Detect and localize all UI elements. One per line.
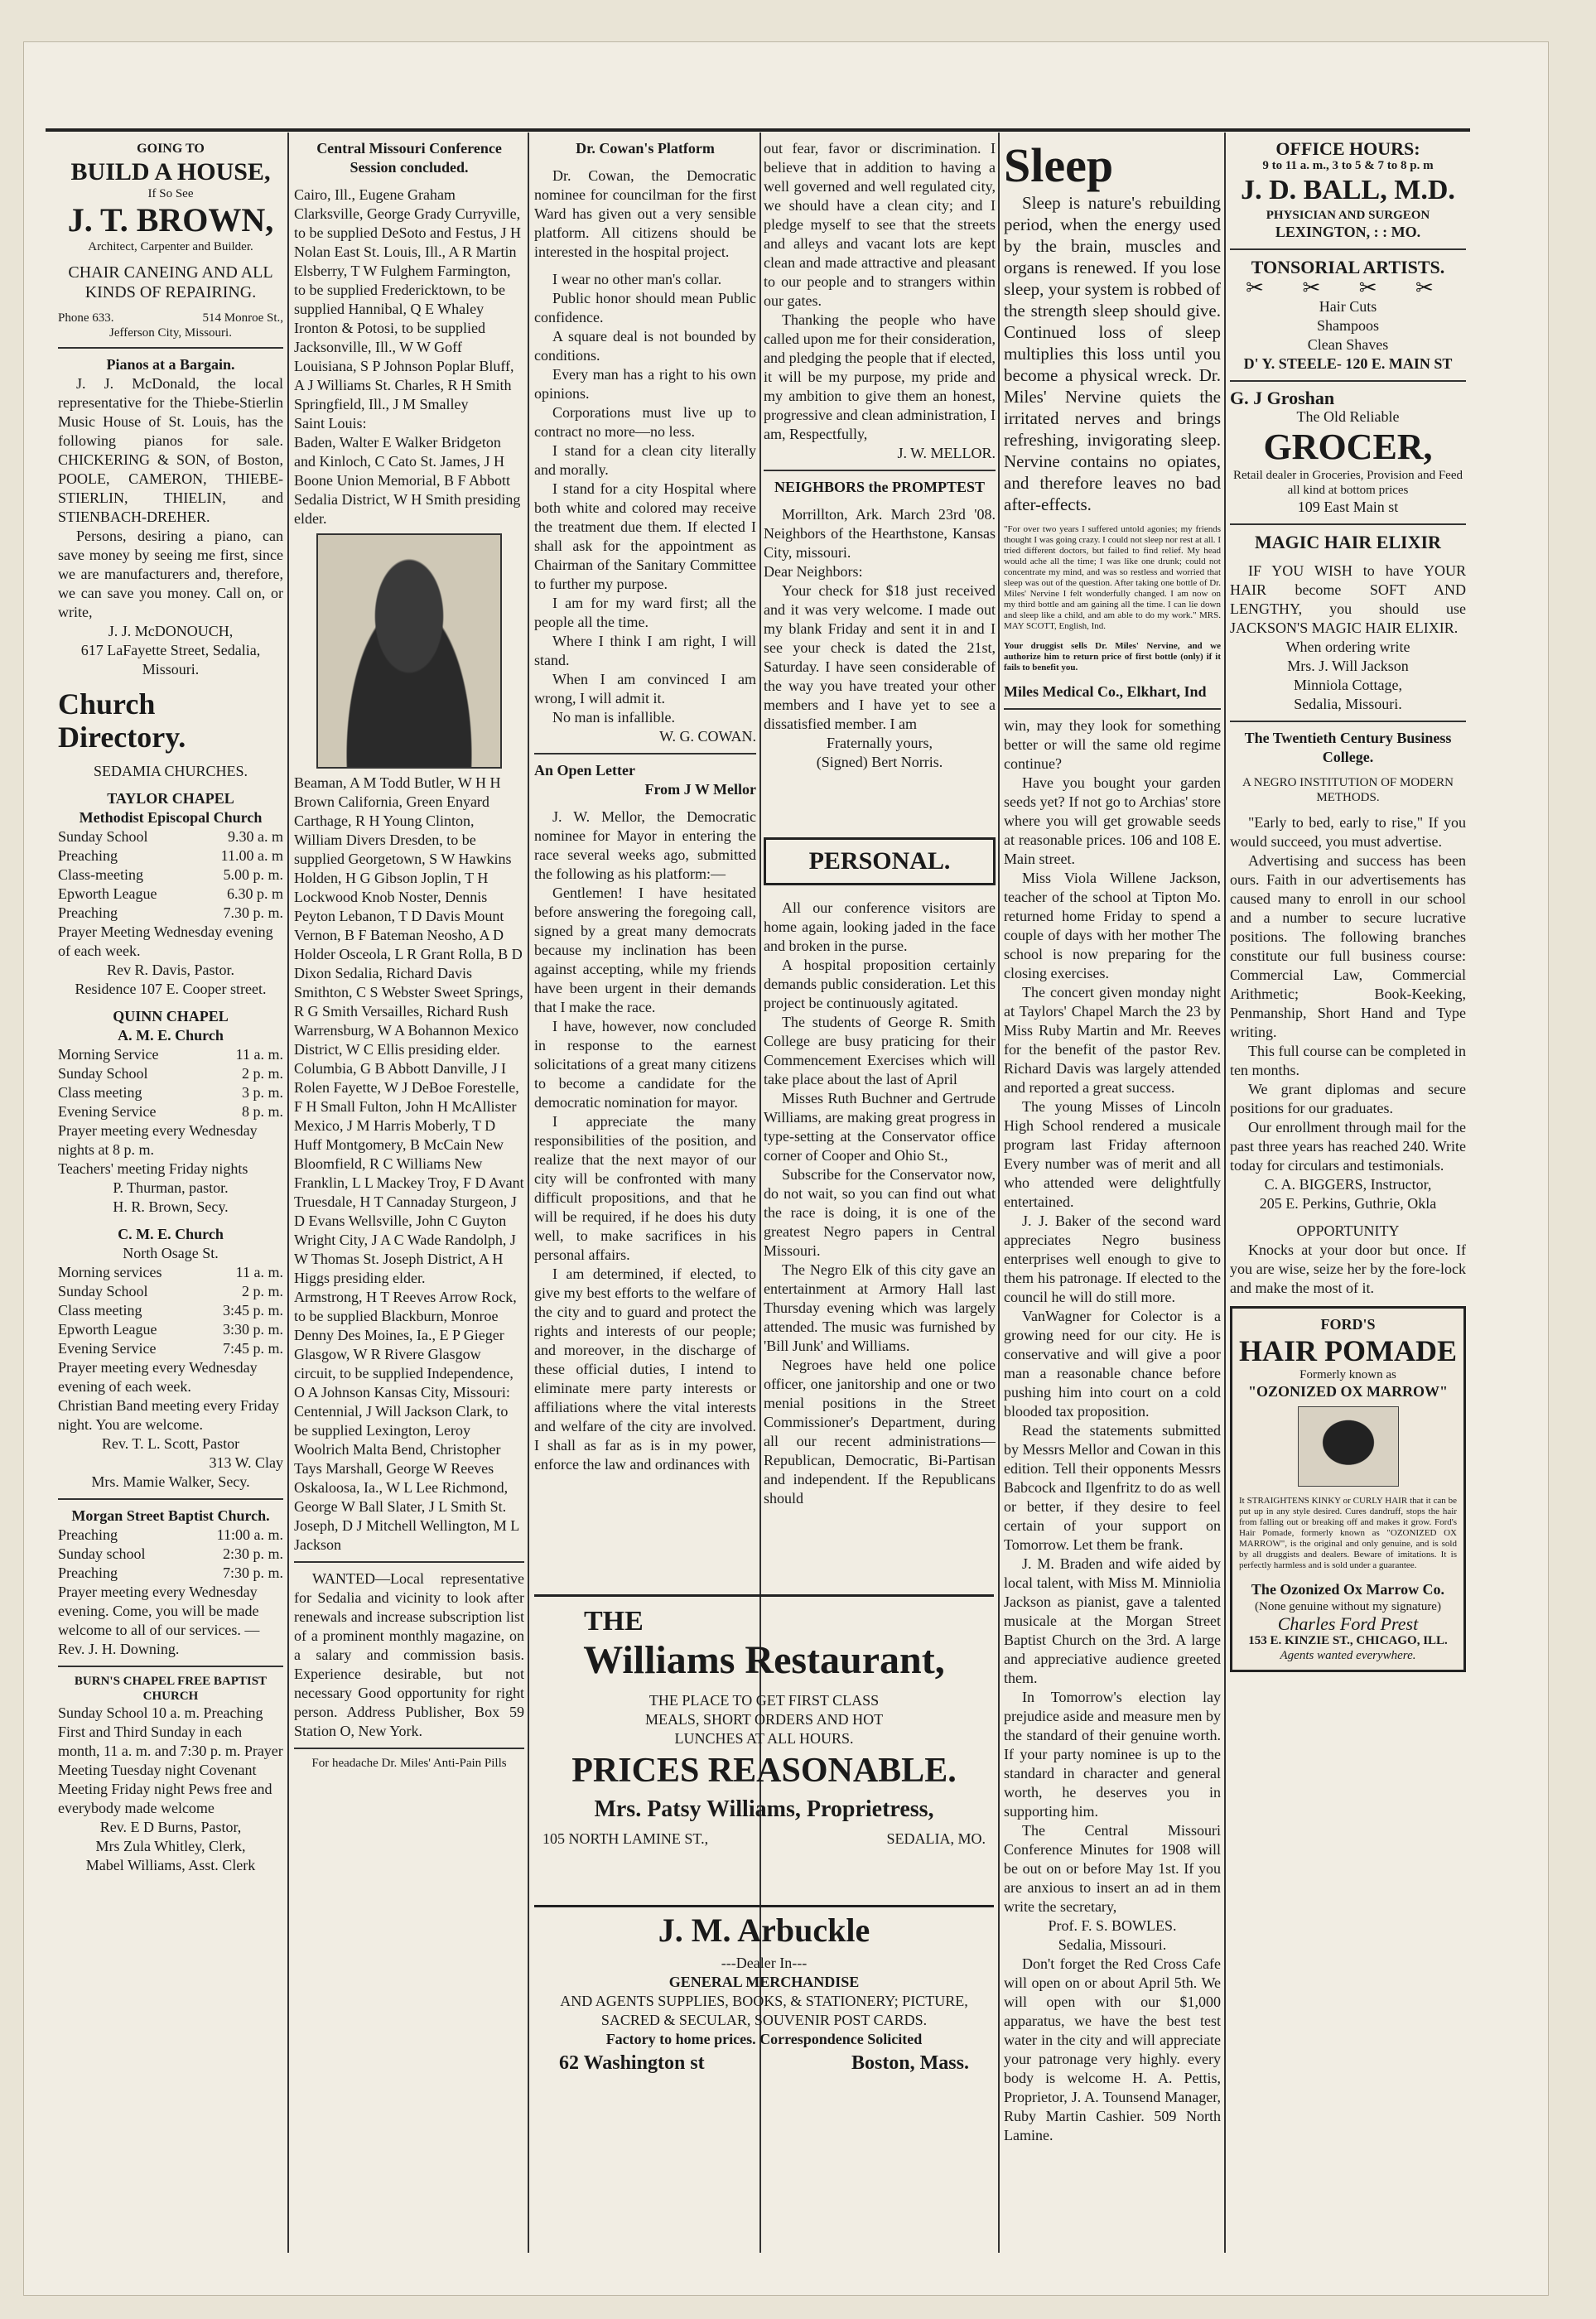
neighbors-signed: (Signed) Bert Norris. xyxy=(816,754,943,770)
quinn-pastor: P. Thurman, pastor. xyxy=(113,1179,229,1196)
quinn-note-2: Teachers' meeting Friday nights xyxy=(58,1160,248,1177)
burns-asst-clerk: Mabel Williams, Asst. Clerk xyxy=(85,1857,256,1873)
restaurant-city: SEDALIA, MO. xyxy=(886,1830,986,1847)
cowan-line: Corporations must live up to contract no more—no less. xyxy=(534,404,756,440)
quinn-note: Prayer meeting every Wednesday nights at 8 p. m. xyxy=(58,1122,258,1158)
bowles-signature: Prof. F. S. BOWLES. xyxy=(1048,1917,1177,1934)
brown-city: Jefferson City, Missouri. xyxy=(109,326,232,340)
schedule-row: Class meeting 3 p. m. xyxy=(58,1084,283,1101)
service-item: Clean Shaves xyxy=(1307,336,1389,353)
sedamia-churches: SEDAMIA CHURCHES. xyxy=(93,763,248,779)
opportunity-body: Knocks at your door but once. If you are wise, seize her by the fore-lock and make the most of it. xyxy=(1230,1241,1466,1296)
cme-pastor: Rev. T. L. Scott, Pastor xyxy=(101,1435,240,1452)
local-news: VanWagner for Colector is a growing need for our city. He is conservative and will give a poor man a reasonable chance before pushing him into court on a cold blooded tax proposition. xyxy=(1004,1308,1221,1420)
neighbors-body: Your check for $18 just received and it was very welcome. I made out my blank Friday and sent it in and I see your check is dated the 21st, Saturday. I have seen considerable of the way you have treated your other members and I have yet to see a dissatisfied member. I am xyxy=(764,582,996,732)
college-body: This full course can be completed in ten months. xyxy=(1230,1043,1466,1078)
cowan-line: I wear no other man's collar. xyxy=(552,271,722,287)
appointments-list-3: Beaman, A M Todd Butler, W H H Brown California, Green Enyard Carthage, R H Young Clinton, William Divers Dresden, to be supplied Georgetown, S W Hawkins Holden, H G Gibson Joplin, T H Lockwood Knob Noster, Dennis Peyton Lebanon, T D Davis Mount Vernon, B F Bateman Neosho, A D Holder Osceola, L R Grant Rolla, B D Dixon Sedalia, Richard Davis Smithton, C S Webster Sweet Springs, R G Smith Versailles, Richard Rush Warrensburg, W A Bohannon Mexico District, W C Ellis presiding elder. xyxy=(294,774,523,1058)
saint-louis-label: Saint Louis: xyxy=(294,415,367,431)
arbuckle-ad xyxy=(534,1905,994,2156)
open-letter-body: I have, however, now concluded in response to the earnest solicitations of a great many citizens to become a candidate for the democratic nomination for mayor. xyxy=(534,1018,756,1111)
neighbors-dear: Dear Neighbors: xyxy=(764,563,863,580)
personal-item: Subscribe for the Conservator now, do not wait, so you can find out what the race is doing, it is one of the greatest Negro papers in Central Missouri. xyxy=(764,1166,996,1259)
college-sub: A NEGRO INSTITUTION OF MODERN METHODS. xyxy=(1242,776,1454,804)
personal-item: A hospital proposition certainly demands public consideration. Let this project be continuously agitated. xyxy=(764,957,996,1011)
physician-label: PHYSICIAN AND SURGEON xyxy=(1266,209,1430,222)
grocer-body: Retail dealer in Groceries, Provision and Feed all kind at bottom prices xyxy=(1232,469,1463,497)
pomade-ozonized: "OZONIZED OX MARROW" xyxy=(1248,1383,1448,1400)
pianos-body: J. J. McDonald, the local representative for the Thiebe-Stierlin Music House of St. Louis, has the following pianos for sale. CHICKERING & SON, of Boston, POOLE, CAMERON, THIEBE-STIERLIN, THIELIN, and STIENBACH-DREHER. xyxy=(58,375,283,525)
mellor-signature: J. W. MELLOR. xyxy=(897,445,996,461)
quinn-chapel-heading: QUINN CHAPEL xyxy=(113,1008,229,1025)
local-news: In Tomorrow's election lay prejudice aside and measure men by the standard of their genuine worth. If your party nominee is up to the standard in character and general worth, he deserves you in supporting him. xyxy=(1004,1689,1221,1820)
pomade-body: It STRAIGHTENS KINKY or CURLY HAIR that it can be put up in any style desired. Cures dandruff, stops the hair from falling out or breaking off and makes it grow. Ford's Hair Pomade, formerly known as "OZONIZED OX MARROW", is the original and only genuine, and is sold by all druggists and dealers. Beware of imitations. It is perfectly harmless and is sold under a guarantee. xyxy=(1239,1496,1457,1570)
groshan-reliable: The Old Reliable xyxy=(1296,408,1400,425)
cowan-signature: W. G. COWAN. xyxy=(659,728,756,745)
column-2 xyxy=(294,139,524,2243)
schedule-row: Class-meeting 5.00 p. m. xyxy=(58,866,283,883)
sleep-body: Sleep is nature's rebuilding period, when the energy used by the brain, muscles and organs is renewed. If you lose sleep, your system is robbed of the strength sleep should give. Continued loss of sleep multiplies this loss until you become a physical wreck. Dr. Miles' Nervine quiets the irritated nerves and brings refreshing, invigorating sleep. Nervine contains no opiates, and therefore leaves no bad after-effects. xyxy=(1004,193,1221,514)
arbuckle-lines: AND AGENTS SUPPLIES, BOOKS, & STATIONERY; PICTURE, SACRED & SECULAR, SOUVENIR POST CARDS. xyxy=(560,1993,968,2028)
cme-heading: C. M. E. Church xyxy=(118,1226,224,1242)
column-rule xyxy=(1224,133,1226,2253)
magic-city: Sedalia, Missouri. xyxy=(1294,696,1402,712)
local-news: Miss Viola Willene Jackson, teacher of the school at Tipton Mo. returned home Friday to spend a couple of days with her mother The school is now preparing for the closing exercises. xyxy=(1004,870,1221,981)
pomade-company: The Ozonized Ox Marrow Co. xyxy=(1251,1581,1445,1598)
grocer-address: 109 East Main st xyxy=(1297,499,1399,515)
build-house-heading: BUILD A HOUSE, xyxy=(70,158,271,186)
neighbors-signoff: Fraternally yours, xyxy=(827,735,933,751)
taylor-note: Prayer Meeting Wednesday evening of each week. xyxy=(58,923,273,959)
restaurant-ad xyxy=(534,1594,994,1895)
magic-name: Mrs. J. Will Jackson xyxy=(1287,658,1409,674)
office-hours: 9 to 11 a. m., 3 to 5 & 7 to 8 p. m xyxy=(1262,159,1434,172)
doctor-city: LEXINGTON, : : MO. xyxy=(1275,224,1421,240)
cowan-line: Where I think I am right, I will stand. xyxy=(534,633,756,668)
column-rule xyxy=(287,133,289,2253)
office-hours-heading: OFFICE HOURS: xyxy=(1275,139,1420,159)
cowan-line: A square deal is not bounded by conditions. xyxy=(534,328,756,364)
college-body: Our enrollment through mail for the past three years has reached 240. Write today for circulars and testimonials. xyxy=(1230,1119,1466,1174)
burns-heading: BURN'S CHAPEL FREE BAPTIST CHURCH xyxy=(74,1675,268,1703)
sleep-druggist: Your druggist sells Dr. Miles' Nervine, and we authorize him to return price of first bottle (only) if it fails to benefit you. xyxy=(1004,641,1221,673)
pomade-address: 153 E. KINZIE ST., CHICAGO, ILL. xyxy=(1248,1634,1448,1647)
column-3 xyxy=(534,139,756,1580)
cowan-line: Public honor should mean Public confidence. xyxy=(534,290,756,325)
personal-item: The Negro Elk of this city gave an entertainment at Armory Hall last Thursday evening which was largely attended. The music was furnished by 'Bill Junk' and Williams. xyxy=(764,1261,996,1354)
pianos-body-2: Persons, desiring a piano, can save money by seeing me first, since we are manufacturers and, therefore, we can save you money. Call on, or write, xyxy=(58,528,283,620)
schedule-row: Preaching 11:00 a. m. xyxy=(58,1526,283,1543)
cme-note-2: Christian Band meeting every Friday night. You are welcome. xyxy=(58,1397,279,1433)
schedule-row: Sunday School 9.30 a. m xyxy=(58,828,283,845)
going-to: GOING TO xyxy=(137,142,205,156)
local-news: J. J. Baker of the second ward appreciates Negro business enterprises well enough to give to them his patronage. If elected to the council he will do still more. xyxy=(1004,1213,1221,1305)
open-letter-heading: An Open Letter xyxy=(534,762,635,779)
portrait-photo xyxy=(316,533,502,769)
open-letter-body: J. W. Mellor, the Democratic nominee for Mayor in entering the race several weeks ago, submitted the following as his platform:— xyxy=(534,808,756,882)
arbuckle-dealer: ---Dealer In--- xyxy=(721,1955,808,1971)
tonsorial-heading: TONSORIAL ARTISTS. xyxy=(1251,257,1445,277)
taylor-chapel-heading: TAYLOR CHAPEL xyxy=(107,790,234,807)
schedule-row: Morning Service 11 a. m. xyxy=(58,1046,283,1063)
local-news: J. M. Braden and wife aided by local talent, with Miss M. Minniolia Jackson as pianist, gave a talented musicale at the Morgan Street Baptist Church on the 3rd. A large and appreciative audience greeted them. xyxy=(1004,1555,1221,1686)
cme-sub: North Osage St. xyxy=(123,1245,219,1261)
open-letter-body: Gentlemen! I have hesitated before answering the foregoing call, signed by a great many democrats because my inclination has been against accepting, while my friends have been urgent in their demands that I make the race. xyxy=(534,885,756,1015)
cme-address: 313 W. Clay xyxy=(209,1454,283,1471)
prices-reasonable: PRICES REASONABLE. xyxy=(571,1752,957,1790)
appointments-list-5: Armstrong, H T Reeves Arrow Rock, to be supplied Blackburn, Monroe Denny Des Moines, Ia., E P Gieger Glasgow, W R Rivere Glasgow circuit, to be supplied Independence, O A Johnson Kansas City, Missouri: Centennial, J Will Jackson Clark, to be supplied Lexington, Leroy Woolrich Malta Bend, Christopher Tays Marshall, George W Reeves Oskaloosa, Ia., W L Lee Richmond, George W Ball Slater, J L Smith St. Joseph, D J Mitchell Wellington, M L Jackson xyxy=(294,1289,519,1553)
schedule-row: Epworth League 3:30 p. m. xyxy=(58,1321,283,1338)
open-letter-from: From J W Mellor xyxy=(644,781,756,798)
taylor-pastor: Rev R. Davis, Pastor. xyxy=(106,962,234,978)
arbuckle-merchandise: GENERAL MERCHANDISE xyxy=(668,1974,860,1990)
college-quote: "Early to bed, early to rise," If you would succeed, you must advertise. xyxy=(1230,814,1466,850)
if-so-see: If So See xyxy=(147,187,194,200)
mcdonough-signature: J. J. McDONOUCH, xyxy=(108,623,234,639)
arbuckle-city: Boston, Mass. xyxy=(851,2052,969,2074)
arbuckle-address: 62 Washington st xyxy=(559,2052,705,2074)
schedule-row: Preaching 11.00 a. m xyxy=(58,847,283,864)
mcdonough-address: 617 LaFayette Street, Sedalia, Missouri. xyxy=(80,642,261,677)
phone-number: Phone 633. xyxy=(58,311,114,325)
magic-cottage: Minniola Cottage, xyxy=(1294,677,1402,693)
sleep-heading: Sleep xyxy=(1004,139,1114,192)
top-rule xyxy=(46,128,1470,132)
appointments-list-4: Columbia, G B Abbott Danville, J I Rolen Fayette, W J DeBoe Forestelle, F H Small Fulton, John H McAllister Mexico, J M Harris Moberly, T D Huff Montgomery, B McCain New Bloomfield, R C Williams New Franklin, L L Mackey Troy, F D Avant Truesdale, H T Cannaday Sturgeon, J D Evans Wellsville, John C Guyton Wright City, J A C Wade Randolph, J W Thomas St. Joseph District, A H Higgs presiding elder. xyxy=(294,1060,524,1286)
open-letter-body: I appreciate the many responsibilities of the position, and realize that the next mayor of our city will be confronted with many difficult propositions, and that he will be required, if he does his duty well, to make sacrifices in his personal affairs. xyxy=(534,1113,756,1263)
schedule-row: Preaching 7:30 p. m. xyxy=(58,1564,283,1581)
steele-address: D' Y. STEELE- 120 E. MAIN ST xyxy=(1243,355,1453,372)
restaurant-the: THE xyxy=(584,1606,644,1637)
chair-caneing: CHAIR CANEING AND ALL KINDS OF REPAIRING. xyxy=(68,263,273,301)
service-item: Hair Cuts xyxy=(1319,298,1377,315)
brown-name: J. T. BROWN, xyxy=(67,201,274,239)
pomade-note: (None genuine without my signature) xyxy=(1255,1600,1441,1613)
schedule-row: Class meeting 3:45 p. m. xyxy=(58,1302,283,1319)
local-news: The young Misses of Lincoln High School rendered a musicale program last Friday afternoon Every number was of merit and all who attended were delightfully entertained. xyxy=(1004,1098,1221,1210)
restaurant-address: 105 NORTH LAMINE ST., xyxy=(542,1830,709,1847)
local-news: Don't forget the Red Cross Cafe will open on or about April 5th. We will open with our $1,000 apparatus, we have the best test water in the city and will appreciate your patronage very highly. every body is welcome H. A. Pettis, Proprietor, J. A. Tounsend Manager, Ruby Martin Cashier. 509 North Lamine. xyxy=(1004,1955,1221,2143)
arbuckle-name: J. M. Arbuckle xyxy=(658,1912,870,1949)
schedule-row: Evening Service 7:45 p. m. xyxy=(58,1340,283,1357)
local-news: The concert given monday night at Taylors' Chapel March the 23 by Miss Ruby Martin and Mr. Reeves for the benefit of the pastor Rev. Richard Davis was largely attended and reported a great success. xyxy=(1004,984,1221,1096)
taylor-residence: Residence 107 E. Cooper street. xyxy=(75,981,267,997)
sleep-testimonial: "For over two years I suffered untold agonies; my friends thought I was going crazy. I could not sleep nor rest at all. I tried different doctors, but failed to find relief. My head would ache all the time; I was like one drunk; could not concentrate my mind, and was so restless and worried that sleep was out of the question. After taking one bottle of Dr. Miles' Nervine I felt wonderfully changed. I am now on my third bottle and am gaining all the time. I can lie down and sleep like a child, and am able to do my work." MRS. MAY SCOTT, English, Ind. xyxy=(1004,524,1221,631)
taylor-chapel-sub: Methodist Episcopal Church xyxy=(79,809,263,826)
cme-secretary: Mrs. Mamie Walker, Secy. xyxy=(91,1473,250,1490)
restaurant-line: MEALS, SHORT ORDERS AND HOT xyxy=(644,1711,884,1728)
college-heading: The Twentieth Century Business College. xyxy=(1244,730,1452,765)
anti-pain-footer: For headache Dr. Miles' Anti-Pain Pills xyxy=(311,1757,507,1770)
pomade-agents: Agents wanted everywhere. xyxy=(1280,1649,1416,1662)
brown-address: 514 Monroe St., xyxy=(202,311,283,325)
column-rule xyxy=(998,133,1000,2253)
magic-hair-heading: MAGIC HAIR ELIXIR xyxy=(1255,532,1441,552)
sleep-company: Miles Medical Co., Elkhart, Ind xyxy=(1004,683,1207,700)
personal-item: The students of George R. Smith College are busy praticing for their Commencement Exercises which will take place about the last of April xyxy=(764,1014,996,1087)
magic-when: When ordering write xyxy=(1285,639,1410,655)
college-signature: C. A. BIGGERS, Instructor, xyxy=(1264,1176,1432,1193)
cme-note: Prayer meeting every Wednesday evening of each week. xyxy=(58,1359,258,1395)
schedule-row: Evening Service 8 p. m. xyxy=(58,1103,283,1120)
appointments-list-2: Baden, Walter E Walker Bridgeton and Kinloch, C Cato St. James, J H Boone Union Memorial, B F Abbott Sedalia District, W H Smith presiding elder. xyxy=(294,434,521,527)
local-news: win, may they look for something better or will the same old regime continue? xyxy=(1004,717,1221,772)
mellor-body-2: Thanking the people who have called upon me for their consideration, and pledging the people that if elected, it will be my purpose, my pride and my ambition to give them an honest, progressive and clean administration, I am, Respectfully, xyxy=(764,311,996,442)
doctor-name: J. D. BALL, M.D. xyxy=(1241,175,1455,205)
pomade-ad xyxy=(1230,1306,1466,1672)
college-address: 205 E. Perkins, Guthrie, Okla xyxy=(1259,1195,1437,1212)
morgan-heading: Morgan Street Baptist Church. xyxy=(71,1507,270,1524)
pianos-heading: Pianos at a Bargain. xyxy=(106,356,235,373)
cowan-line: I stand for a city Hospital where both white and colored may receive the treatment due them. If elected I shall ask for the appointment as Chairman of the Sanitary Committee to further my purpose. xyxy=(534,480,756,592)
cowan-platform-heading: Dr. Cowan's Platform xyxy=(576,140,715,157)
pomade-name: HAIR POMADE xyxy=(1239,1334,1457,1367)
mellor-body: out fear, favor or discrimination. I believe that in addition to having a well governed and well regulated city, we should have a clean city; and I pledge myself to see that the streets and alleys and vacant lots are kept clean and made attractive and pleasant to our people and to strangers within our gates. xyxy=(764,140,996,309)
cowan-line: Every man has a right to his own opinions. xyxy=(534,366,756,402)
morgan-note: Prayer meeting every Wednesday evening. Come, you will be made welcome to all of our services. —Rev. J. H. Downing. xyxy=(58,1584,260,1657)
conference-heading: Central Missouri Conference Session concluded. xyxy=(316,140,502,176)
column-6 xyxy=(1230,139,1466,2243)
pomade-portrait xyxy=(1298,1406,1399,1487)
restaurant-line: LUNCHES AT ALL HOURS. xyxy=(674,1730,854,1747)
schedule-row: Preaching 7.30 p. m. xyxy=(58,904,283,921)
restaurant-proprietress: Mrs. Patsy Williams, Proprietress, xyxy=(594,1796,934,1822)
restaurant-name: Williams Restaurant, xyxy=(583,1638,945,1682)
burns-clerk: Mrs Zula Whitley, Clerk, xyxy=(95,1838,246,1854)
personal-heading: PERSONAL. xyxy=(764,837,996,885)
quinn-secretary: H. R. Brown, Secy. xyxy=(113,1198,229,1215)
local-news: Have you bought your garden seeds yet? If not go to Archias' store where you will get growable seeds at reasonable prices. 106 and 108 E. Main street. xyxy=(1004,774,1221,867)
column-1 xyxy=(58,139,283,2243)
schedule-row: Epworth League 6.30 p. m xyxy=(58,885,283,902)
brown-trade: Architect, Carpenter and Builder. xyxy=(88,240,253,253)
opportunity-heading: OPPORTUNITY xyxy=(1296,1222,1400,1239)
quinn-chapel-sub: A. M. E. Church xyxy=(118,1027,224,1044)
schedule-row: Sunday School 2 p. m. xyxy=(58,1065,283,1082)
decorative-ornaments: ✂ ✂ ✂ ✂ xyxy=(1246,276,1450,300)
pomade-signature: Charles Ford Prest xyxy=(1277,1613,1419,1634)
cowan-intro: Dr. Cowan, the Democratic nominee for councilman for the first Ward has given out a very sensible platform. All citizens should be interested in the hospital project. xyxy=(534,167,756,260)
church-directory-heading: Church Directory. xyxy=(58,687,186,754)
personal-item: Negroes have held one police officer, one janitorship and one or two menial positions in the Street Commissioner's Department, during all our recent administrations—Republican, Democratic, Bi-Partisan and independent. If the Republicans should xyxy=(764,1357,996,1507)
bowles-city: Sedalia, Missouri. xyxy=(1058,1936,1167,1953)
open-letter-body: I am determined, if elected, to give my best efforts to the welfare of the city and to guard and protect the rights and interests of our people; and moreover, in the discharge of these official duties, I intend to eliminate mere party interests or affiliations where the vital interests and welfare of the city are involved. I shall as far as is in my power, enforce the law and ordinances with xyxy=(534,1266,756,1473)
grocer-heading: GROCER, xyxy=(1263,427,1433,467)
restaurant-line: THE PLACE TO GET FIRST CLASS xyxy=(649,1692,880,1709)
schedule-row: Sunday school 2:30 p. m. xyxy=(58,1545,283,1562)
burns-pastor: Rev. E D Burns, Pastor, xyxy=(99,1819,242,1835)
service-item: Shampoos xyxy=(1316,317,1379,334)
arbuckle-factory: Factory to home prices. Correspondence Solicited xyxy=(605,2031,923,2047)
personal-item: Misses Ruth Buchner and Gertrude Williams, are making great progress in type-setting at the Conservator office corner of Cooper and Ohio St., xyxy=(764,1090,996,1164)
college-body: We grant diplomas and secure positions for our graduates. xyxy=(1230,1081,1466,1116)
wanted-ad: WANTED—Local representative for Sedalia and vicinity to look after renewals and increase subscription list of a prominent monthly magazine, on a salary and commission basis. Experience desirable, but not necessary Good opportunity for right person. Address Publisher, Box 59 Station O, New York. xyxy=(294,1570,524,1739)
neighbors-heading: NEIGHBORS the PROMPTEST xyxy=(774,479,986,495)
cowan-line: When I am convinced I am wrong, I will admit it. xyxy=(534,671,756,706)
column-4 xyxy=(764,139,996,835)
pomade-formerly: Formerly known as xyxy=(1299,1368,1396,1381)
personal-section xyxy=(764,832,996,1578)
groshan-name: G. J Groshan xyxy=(1230,388,1335,408)
neighbors-date: Morrillton, Ark. March 23rd '08. Neighbors of the Hearthstone, Kansas City, missouri. xyxy=(764,506,996,561)
magic-hair-body: IF YOU WISH to have YOUR HAIR become SOFT AND LENGTHY, you should use JACKSON'S MAGIC HAIR ELIXIR. xyxy=(1230,562,1466,636)
column-rule xyxy=(528,133,529,2253)
local-news: The Central Missouri Conference Minutes for 1908 will be out on or before May 1st. If you are anxious to insert an ad in them write the secretary, xyxy=(1004,1822,1221,1915)
pomade-ford: FORD'S xyxy=(1320,1316,1376,1333)
burns-body: Sunday School 10 a. m. Preaching First and Third Sunday in each month, 11 a. m. and 7:30 p. m. Prayer Meeting Tuesday night Covenant Meeting Friday night Pews free and everybody made welcome xyxy=(58,1704,283,1816)
college-body: Advertising and success has been ours. Faith in our advertisements has caused many to enroll in our school and a number to secure lucrative positions. The following branches constitute our full business course: Commercial Law, Commercial Arithmetic; Book-Keeking, Penmanship, Short Hand and Type writing. xyxy=(1230,852,1466,1040)
personal-item: All our conference visitors are home again, looking jaded in the face and broken in the purse. xyxy=(764,899,996,954)
cowan-line: No man is infallible. xyxy=(552,709,675,726)
cowan-line: I am for my ward first; all the people all the time. xyxy=(534,595,756,630)
schedule-row: Morning services 11 a. m. xyxy=(58,1264,283,1280)
cowan-line: I stand for a clean city literally and morally. xyxy=(534,442,756,478)
column-5 xyxy=(1004,139,1221,2243)
schedule-row: Sunday School 2 p. m. xyxy=(58,1283,283,1299)
appointments-list-1: Cairo, Ill., Eugene Graham Clarksville, George Grady Curryville, to be supplied DeSoto and Festus, J H Nolan East St. Louis, Ill., A R Martin Elsberry, T W Fulghem Farmington, to be supplied Fredericktown, to be supplied Hannibal, Q E Whaley Ironton & Potosi, to be supplied Jacksonville, Ill., W W Goff Louisiana, S P Johnson Poplar Bluff, A J Williams St. Charles, R H Smith Springfield, Ill., J M Smalley xyxy=(294,186,521,412)
local-news: Read the statements submitted by Messrs Mellor and Cowan in this edition. Tell their opponents Messrs Babcock and Ilgenfritz to do as well or better, if they desire to feel certain of your support on Tomorrow. Let them be frank. xyxy=(1004,1422,1221,1553)
